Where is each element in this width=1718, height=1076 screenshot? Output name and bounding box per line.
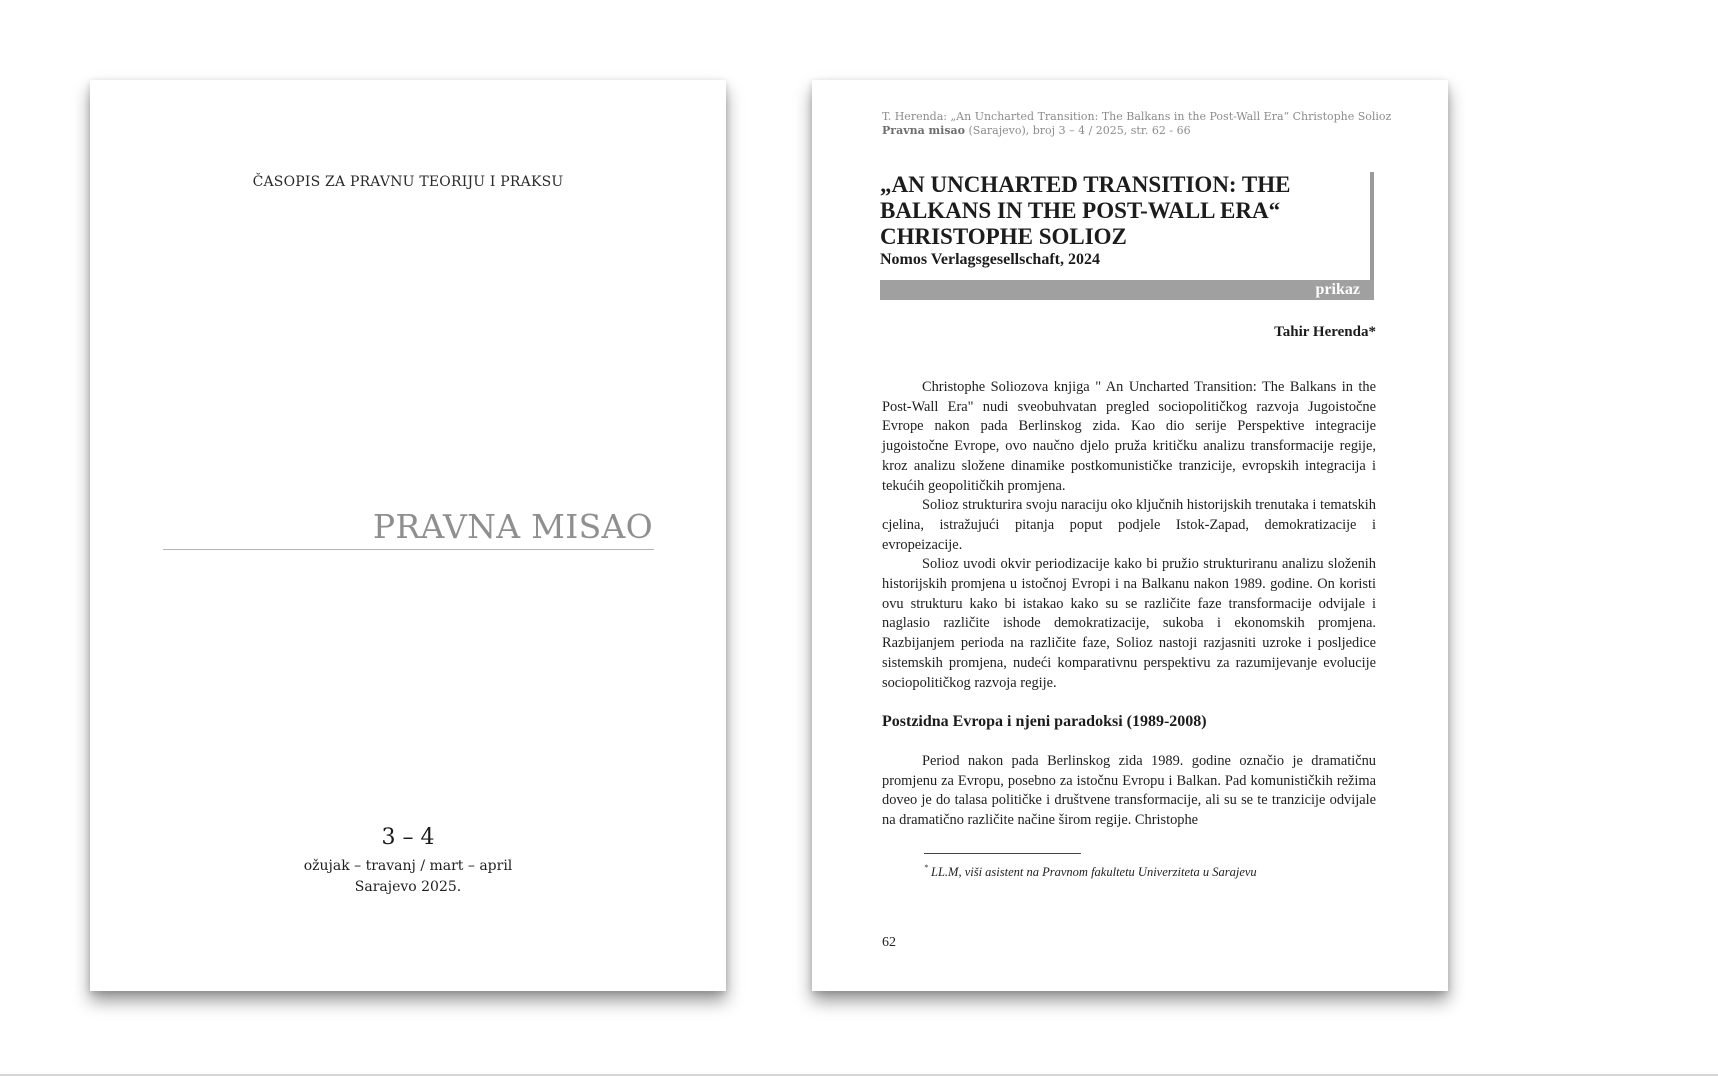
- cover-page: [90, 80, 726, 991]
- article-body: [882, 378, 1376, 693]
- issue-months: ožujak – travanj / mart – april: [303, 858, 513, 874]
- journal-subtitle: ČASOPIS ZA PRAVNU TEORIJU I PRAKSU: [252, 174, 564, 190]
- category-bar: [880, 280, 1374, 300]
- footnote-text: LL.M, viši asistent na Pravnom fakultetu Univerziteta u Sarajevu: [931, 865, 1257, 879]
- running-head-citation: T. Herenda: „An Uncharted Transition: The Balkans in the Post-Wall Era“ Christophe Solioz: [882, 110, 1392, 123]
- issue-place-year: Sarajevo 2025.: [354, 879, 462, 895]
- paragraph: Christophe Soliozova knjiga " An Uncharted Transition: The Balkans in the Post-Wall Era" nudi sveobuhvatan pregled sociopolitičkog razvoja Jugoistočne Evrope nakon pada Berlinskog zida. Kao dio serije Perspektive integracije jugoistočne Evrope, ovo naučno djelo pruža kritičku analizu transformacije regije, kroz analizu složene dinamike postkomunističke tranzicije, evropskih integracija i tekućih geopolitičkih promjena.: [882, 379, 1376, 494]
- paragraph: Solioz uvodi okvir periodizacije kako bi pružio strukturiranu analizu složenih historijskih promjena u istočnoj Evropi i na Balkanu nakon 1989. godine. On koristi ovu strukturu kako bi istakao kako su se različite faze transformacije odvijale i naglasio različite ishode demokratizacije, sukoba i ekonomskih promjena. Razbijanjem perioda na različite faze, Solioz nastoji razjasniti uzroke i posljedice sistemskih promjena, nudeći komparativnu perspektivu za razumijevanje evolucije sociopolitičkog razvoja regije.: [882, 556, 1376, 691]
- article-title: „AN UNCHARTED TRANSITION: THE BALKANS IN THE POST-WALL ERA“ CHRISTOPHE SOLIOZ: [880, 172, 1291, 249]
- article-author: Tahir Herenda*: [1274, 324, 1376, 340]
- paragraph: Solioz strukturira svoju naraciju oko ključnih historijskih trenutaka i tematskih cjelina, istražujući pitanja poput podjele Istok-Zapad, demokratizacije i evropeizacije.: [882, 497, 1376, 553]
- section-heading: Postzidna Evropa i njeni paradoksi (1989-2008): [882, 713, 1207, 730]
- article-publisher: Nomos Verlagsgesellschaft, 2024: [880, 251, 1100, 268]
- title-underline: [163, 549, 654, 550]
- running-head-journal: Pravna misao: [882, 124, 966, 137]
- running-head: [882, 110, 1392, 138]
- footnote-divider: [924, 853, 1081, 854]
- page-number: 62: [882, 935, 896, 950]
- section-body: [882, 752, 1376, 831]
- journal-title: PRAVNA MISAO: [372, 507, 653, 546]
- category-label: prikaz: [1315, 281, 1360, 298]
- paragraph: Period nakon pada Berlinskog zida 1989. godine označio je dramatičnu promjenu za Evropu, posebno za istočnu Evropu i Balkan. Pad komunističkih režima doveo je do talasa političke i društvene transformacije, ali su se te tranzicije odvijale na dramatično različite načine širom regije. Christophe: [882, 753, 1376, 829]
- running-head-journal-line: [882, 124, 1382, 138]
- issue-number: 3 – 4: [381, 825, 435, 850]
- footnote: [924, 863, 1404, 880]
- footnote-marker: *: [924, 863, 928, 872]
- article-title-block: [880, 172, 1374, 270]
- article-page: [812, 80, 1448, 991]
- running-head-issue: (Sarajevo), broj 3 – 4 / 2025, str. 62 - 66: [965, 124, 1191, 137]
